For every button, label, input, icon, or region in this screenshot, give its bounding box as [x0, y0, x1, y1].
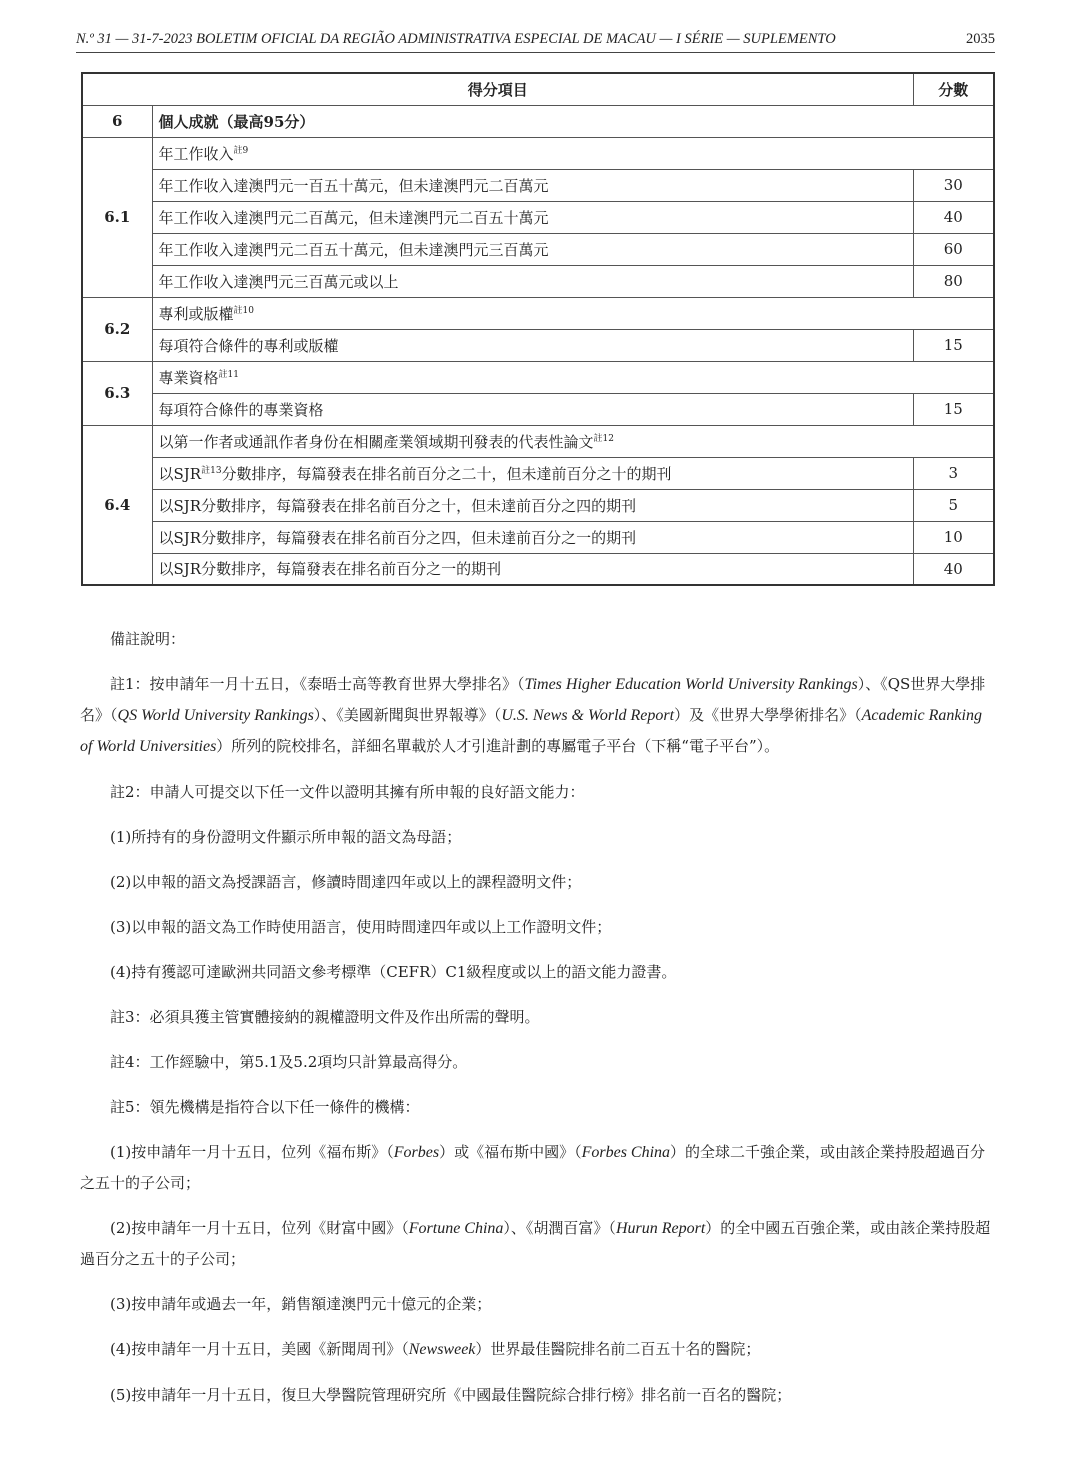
item-cell: 以SJR分數排序，每篇發表在排名前百分之十，但未達前百分之四的期刊	[152, 489, 913, 521]
table-row	[82, 521, 994, 553]
footnote-ref: 註11	[218, 369, 239, 380]
score-cell: 3	[913, 457, 994, 489]
subsection-heading: 以第一作者或通訊作者身份在相關產業領域期刊發表的代表性論文$^{註12}$	[152, 425, 994, 457]
table-row	[82, 201, 994, 233]
footnote-ref: 註10	[233, 305, 254, 316]
item-cell: 年工作收入達澳門元二百五十萬元，但未達澳門元三百萬元	[152, 233, 913, 265]
score-cell: 40	[913, 201, 994, 233]
score-cell: 80	[913, 265, 994, 297]
notes-title: 備註說明：	[110, 630, 186, 648]
page-header	[76, 28, 995, 53]
score-cell: 15	[913, 393, 994, 425]
section-number: 6	[82, 105, 152, 137]
score-cell: 60	[913, 233, 994, 265]
table-row	[82, 489, 994, 521]
score-cell: 15	[913, 329, 994, 361]
note-2-item: (4)持有獲認可達歐洲共同語文參考標準（CEFR）C1級程度或以上的語文能力證書。	[110, 963, 677, 981]
table-header-row	[82, 73, 994, 105]
table-row	[82, 297, 994, 329]
table-row	[82, 361, 994, 393]
note-5-item: (3)按申請年或過去一年，銷售額達澳門元十億元的企業；	[110, 1295, 492, 1313]
note-5: 註5：領先機構是指符合以下任一條件的機構：	[110, 1098, 420, 1116]
column-header-item: 得分項目	[82, 73, 913, 105]
table-row	[82, 457, 994, 489]
section-number: 6.2	[82, 297, 152, 361]
footnote-ref: 註12	[593, 433, 614, 444]
note-4: 註4：工作經驗中，第5.1及5.2項均只計算最高得分。	[110, 1053, 468, 1071]
table-row	[82, 393, 994, 425]
footnote-ref: 註13	[201, 465, 222, 476]
item-cell: 每項符合條件的專業資格	[152, 393, 913, 425]
section-number: 6.1	[82, 137, 152, 297]
note-5-item: (4)按申請年一月十五日，美國《新聞周刊》（Newsweek）世界最佳醫院排名前二百五十名的醫院；	[110, 1340, 761, 1358]
table-row	[82, 265, 994, 297]
note-2-item: (1)所持有的身份證明文件顯示所申報的語文為母語；	[110, 828, 462, 846]
table-row	[82, 233, 994, 265]
column-header-score: 分數	[913, 73, 994, 105]
section-number: 6.3	[82, 361, 152, 425]
item-cell: 以SJR分數排序，每篇發表在排名前百分之四，但未達前百分之一的期刊	[152, 521, 913, 553]
item-cell: 以SJR分數排序，每篇發表在排名前百分之一的期刊	[152, 553, 913, 585]
score-cell: 40	[913, 553, 994, 585]
note-2-item: (3)以申報的語文為工作時使用語言，使用時間達四年或以上工作證明文件；	[110, 918, 612, 936]
score-cell: 30	[913, 169, 994, 201]
note-3: 註3：必須具獲主管實體接納的親權證明文件及作出所需的聲明。	[110, 1008, 540, 1026]
section-title: 個人成就（最高95分）	[152, 105, 994, 137]
table-row	[82, 137, 994, 169]
note-2-item: (2)以申報的語文為授課語言，修讀時間達四年或以上的課程證明文件；	[110, 873, 582, 891]
item-cell: 每項符合條件的專利或版權	[152, 329, 913, 361]
section-number: 6.4	[82, 425, 152, 585]
note-2: 註2：申請人可提交以下任一文件以證明其擁有所申報的良好語文能力：	[110, 783, 585, 801]
score-cell: 5	[913, 489, 994, 521]
score-table	[81, 72, 995, 586]
section-6-row	[82, 105, 994, 137]
table-row	[82, 169, 994, 201]
footnote-ref: 註9	[233, 145, 249, 156]
subsection-heading: 專業資格$^{註11}$	[152, 361, 994, 393]
subsection-heading: 年工作收入$^{註9}$	[152, 137, 994, 169]
item-cell: 年工作收入達澳門元三百萬元或以上	[152, 265, 913, 297]
note-5-item: (1)按申請年一月十五日，位列《福布斯》（Forbes）或《福布斯中國》（Forbes China）的全球二千強企業，或由該企業持股超過百分之五十的子公司；	[80, 1143, 986, 1192]
note-5-item: (5)按申請年一月十五日，復旦大學醫院管理研究所《中國最佳醫院綜合排行榜》排名前一百名的醫院；	[110, 1386, 792, 1404]
item-cell: 年工作收入達澳門元一百五十萬元，但未達澳門元二百萬元	[152, 169, 913, 201]
table-row	[82, 553, 994, 585]
header-title: N.º 31 — 31-7-2023 BOLETIM OFICIAL DA REGIÃO ADMINISTRATIVA ESPECIAL DE MACAU — I SÉRIE — SUPLEMENTO	[76, 31, 836, 47]
table-row	[82, 329, 994, 361]
item-cell: 以SJR$^{註13}$分數排序，每篇發表在排名前百分之二十，但未達前百分之十的期刊	[152, 457, 913, 489]
note-1: 註1：按申請年一月十五日，《泰晤士高等教育世界大學排名》（Times Higher Education World University Rankings）、《QS世界大學排名》（QS World University Rankings）、《美國新聞與世界報導》（U.S. News & World Report）及《世界大學學術排名》（Academic Ranking of World Universities）所列的院校排名，詳細名單載於人才引進計劃的專屬電子平台（下稱“電子平台”）。	[80, 675, 986, 755]
note-5-item: (2)按申請年一月十五日，位列《財富中國》（Fortune China）、《胡潤百富》（Hurun Report）的全中國五百強企業，或由該企業持股超過百分之五十的子公司；	[80, 1219, 991, 1268]
item-cell: 年工作收入達澳門元二百萬元，但未達澳門元二百五十萬元	[152, 201, 913, 233]
score-cell: 10	[913, 521, 994, 553]
table-row	[82, 425, 994, 457]
subsection-heading: 專利或版權$^{註10}$	[152, 297, 994, 329]
page-number: 2035	[966, 31, 995, 47]
notes-section	[80, 624, 995, 1425]
